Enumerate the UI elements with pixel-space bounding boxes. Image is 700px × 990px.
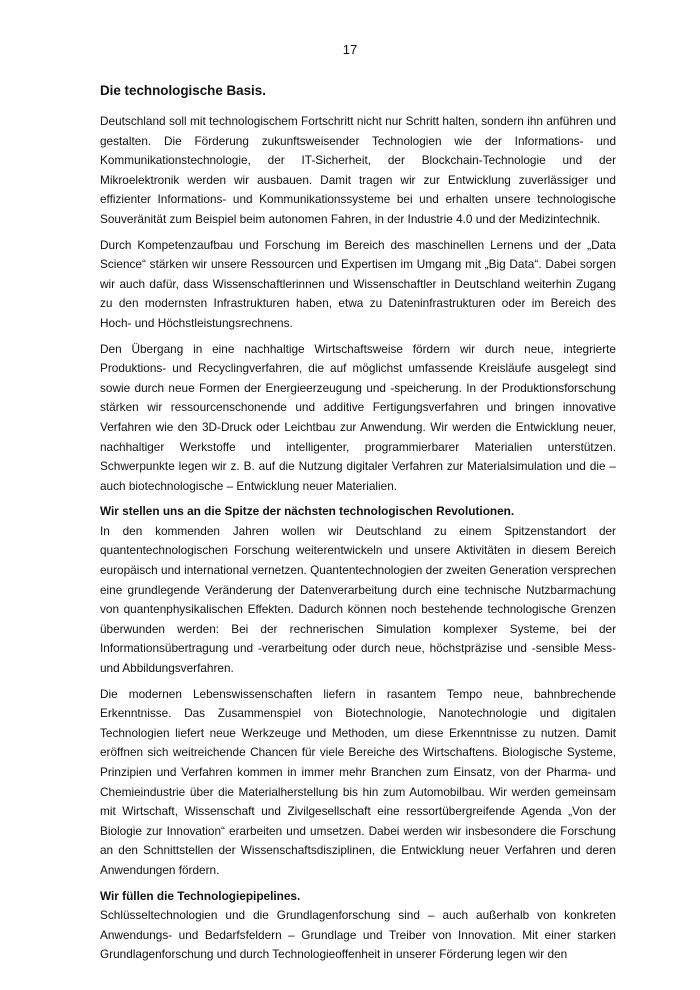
section-heading: Die technologische Basis. xyxy=(100,83,266,98)
paragraph-life-sciences: Die modernen Lebenswissenschaften liefern in rasantem Tempo neue, bahnbrechende Erkenntnisse. Das Zusammenspiel von Biotechnologie, Nanotechnologie und digitalen Technologien liefert neue Werkzeuge und Methoden, um diese Erkenntnisse zu nutzen. Damit eröffnen sich weitreichende Chancen für viele Bereiche des Wirtschaftens. Biologische Systeme, Prinzipien und Verfahren kommen in immer mehr Branchen zum Einsatz, von der Pharma- und Chemieindustrie über die Materialherstellung bis hin zum Automobilbau. Wir werden gemeinsam mit Wirtschaft, Wissenschaft und Zivilgesellschaft eine ressortübergreifende Agenda „Von der Biologie zur Innovation“ erarbeiten und umsetzen. Dabei werden wir insbesondere die Forschung an den Schnittstellen der Wissenschaftsdisziplinen, die Entwicklung neuer Verfahren und deren Anwendungen fördern. xyxy=(100,686,616,877)
subheading-technology-pipelines: Wir füllen die Technologiepipelines. xyxy=(100,888,301,903)
page-number: 17 xyxy=(342,42,358,57)
document-body xyxy=(100,82,616,965)
paragraph-sustainable-economy: Den Übergang in eine nachhaltige Wirtschaftsweise fördern wir durch neue, integrierte Produktions- und Recyclingverfahren, die auf möglichst umfassende Kreisläufe ausgelegt sind sowie durch neue Formen der Energieerzeugung und -speicherung. In der Produktionsforschung stärken wir ressourcenschonende und additive Fertigungsverfahren und bringen innovative Verfahren wie den 3D-Druck oder Leichtbau zur Anwendung. Wir werden die Entwicklung neuer, nachhaltiger Werkstoffe und intelligenter, programmierbarer Materialien unterstützen. Schwerpunkte legen wir z. B. auf die Nutzung digitaler Verfahren zur Materialsimulation und die – auch biotechnologische – Entwicklung neuer Materialien. xyxy=(100,341,616,493)
paragraph-technological-progress: Deutschland soll mit technologischem Fortschritt nicht nur Schritt halten, sondern ihn anführen und gestalten. Die Förderung zukunftsweisender Technologien wie der Informations- und Kommunikationstechnologie, der IT-Sicherheit, der Blockchain-Technologie und der Mikroelektronik werden wir ausbauen. Damit tragen wir zur Entwicklung zuverlässiger und effizienter Informations- und Kommunikationssysteme bei und erhalten unsere technologische Souveränität zum Beispiel beim autonomen Fahren, in der Industrie 4.0 und der Medizintechnik. xyxy=(100,114,616,226)
paragraph-data-science: Durch Kompetenzaufbau und Forschung im Bereich des maschinellen Lernens und der „Data Science“ stärken wir unsere Ressourcen und Expertisen im Umgang mit „Big Data“. Dabei sorgen wir auch dafür, dass Wissenschaftlerinnen und Wissenschaftler in Deutschland weiterhin Zugang zu den modernsten Infrastrukturen haben, etwa zu Dateninfrastrukturen oder im Bereich des Hoch- und Höchstleistungsrechnens. xyxy=(100,237,616,330)
paragraph-key-technologies: Schlüsseltechnologien und die Grundlagenforschung sind – auch außerhalb von konkreten Anwendungs- und Bedarfsfeldern – Grundlage und Treiber von Innovation. Mit einer starken Grundlagenforschung und durch Technologieoffenheit in unserer Förderung legen wir den xyxy=(100,908,616,962)
subheading-technological-revolutions: Wir stellen uns an die Spitze der nächsten technologischen Revolutionen. xyxy=(100,504,515,519)
paragraph-quantum-technologies: In den kommenden Jahren wollen wir Deutschland zu einem Spitzenstandort der quantentechnologischen Forschung weiterentwickeln und unsere Aktivitäten in diesem Bereich europäisch und international vernetzen. Quantentechnologien der zweiten Generation versprechen eine grundlegende Veränderung der Datenverarbeitung durch eine technische Nutzbarmachung von quantenphysikalischen Effekten. Dadurch können noch bestehende technologische Grenzen überwunden werden: Bei der rechnerischen Simulation komplexer Systeme, bei der Informationsübertragung und -verarbeitung oder durch neue, höchstpräzise und -sensible Mess- und Abbildungsverfahren. xyxy=(100,523,616,676)
